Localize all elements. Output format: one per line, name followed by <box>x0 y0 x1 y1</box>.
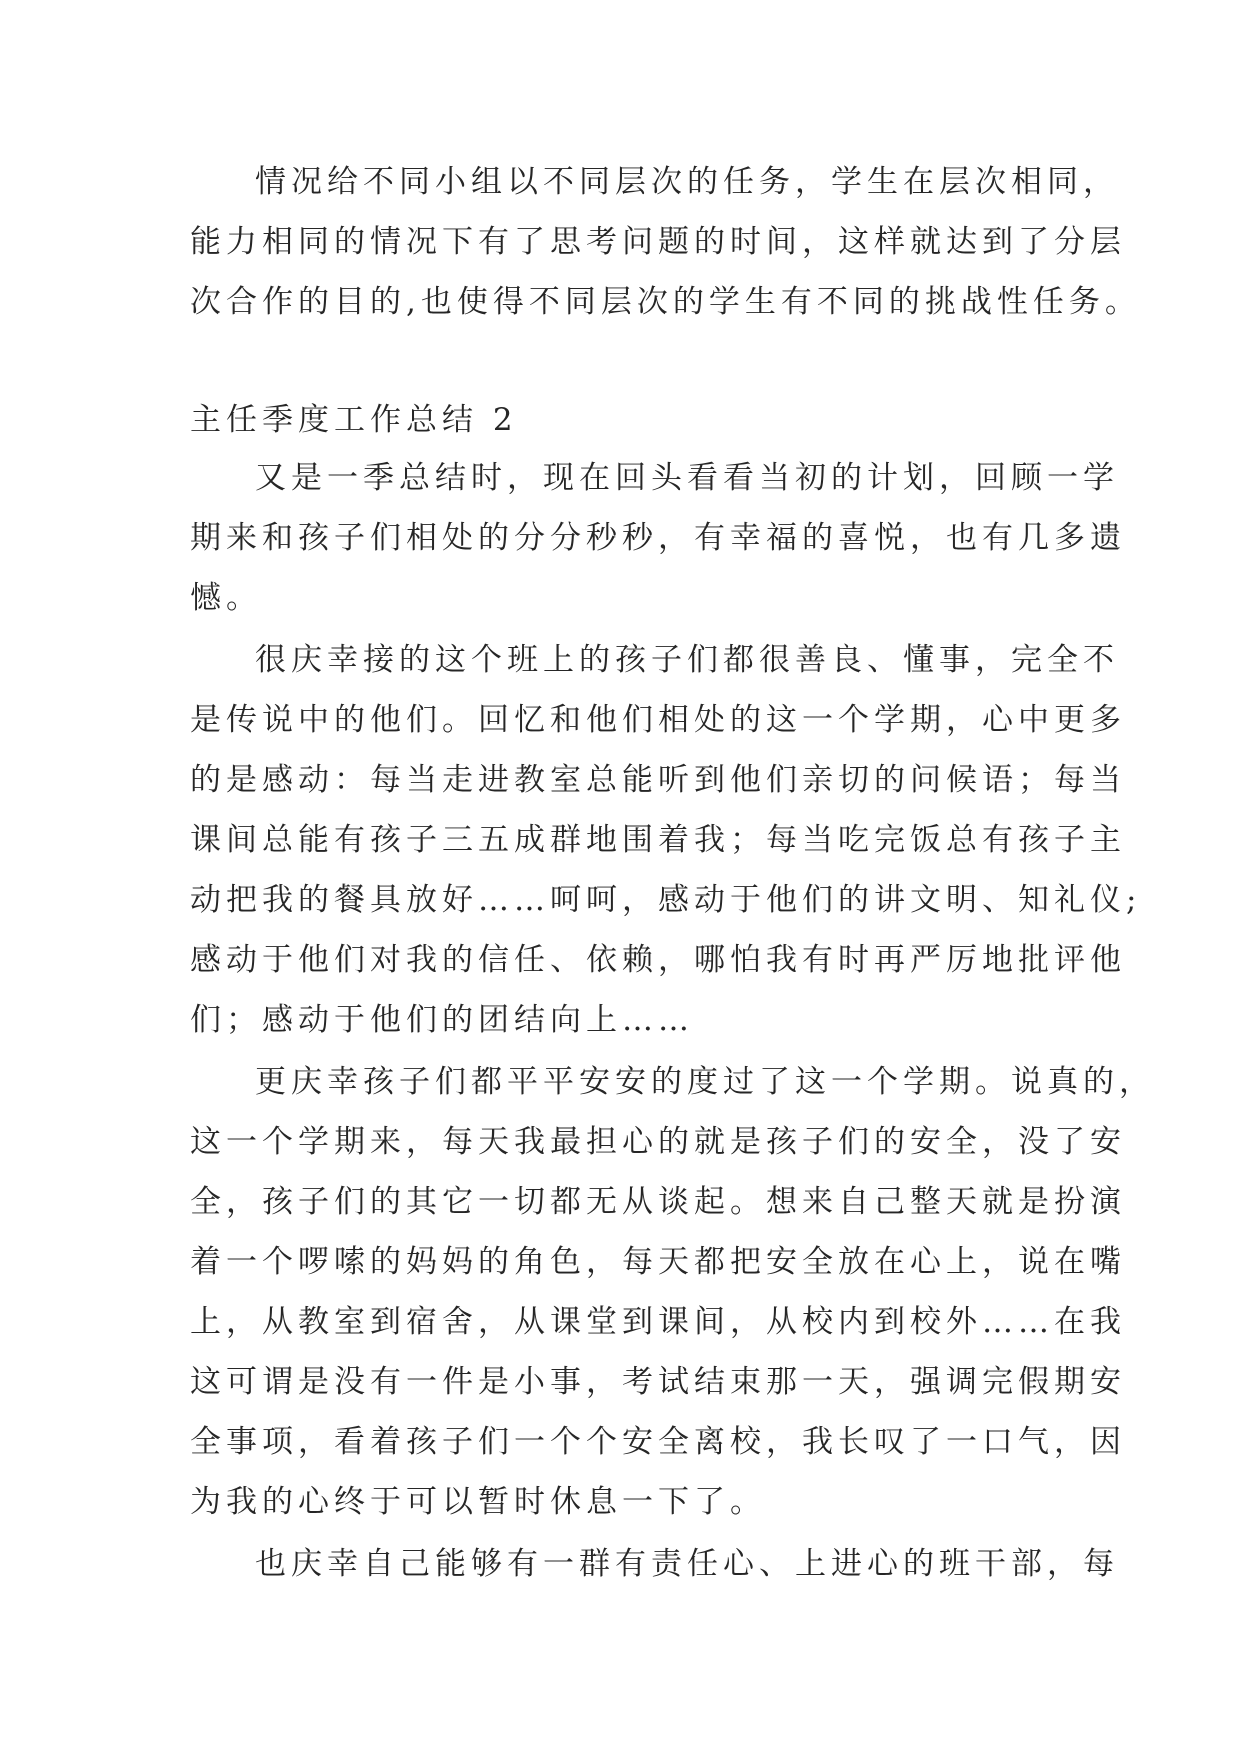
paragraph-line: 的是感动：每当走进教室总能听到他们亲切的问候语；每当 <box>190 762 1126 798</box>
paragraph-line: 着一个啰嗦的妈妈的角色，每天都把安全放在心上，说在嘴 <box>190 1244 1126 1280</box>
paragraph-line: 们；感动于他们的团结向上…… <box>190 1002 694 1038</box>
paragraph-line: 这可谓是没有一件是小事，考试结束那一天，强调完假期安 <box>190 1364 1126 1400</box>
paragraph-line: 全，孩子们的其它一切都无从谈起。想来自己整天就是扮演 <box>190 1184 1126 1220</box>
paragraph-line: 能力相同的情况下有了思考问题的时间，这样就达到了分层 <box>190 224 1126 260</box>
paragraph-line: 是传说中的他们。回忆和他们相处的这一个学期，心中更多 <box>190 702 1126 738</box>
paragraph-line: 全事项，看着孩子们一个个安全离校，我长叹了一口气，因 <box>190 1424 1126 1460</box>
paragraph-line: 动把我的餐具放好……呵呵，感动于他们的讲文明、知礼仪; <box>190 882 1142 918</box>
paragraph-line: 很庆幸接的这个班上的孩子们都很善良、懂事，完全不 <box>255 642 1119 678</box>
paragraph-line: 次合作的目的,也使得不同层次的学生有不同的挑战性任务。 <box>190 284 1141 320</box>
paragraph-line: 上，从教室到宿舍，从课堂到课间，从校内到校外……在我 <box>190 1304 1126 1340</box>
paragraph-line: 课间总能有孩子三五成群地围着我；每当吃完饭总有孩子主 <box>190 822 1126 858</box>
paragraph-line: 感动于他们对我的信任、依赖，哪怕我有时再严厉地批评他 <box>190 942 1126 978</box>
paragraph-line: 更庆幸孩子们都平平安安的度过了这一个学期。说真的， <box>255 1064 1155 1100</box>
section-heading: 主任季度工作总结 2 <box>190 402 518 438</box>
paragraph-line: 这一个学期来，每天我最担心的就是孩子们的安全，没了安 <box>190 1124 1126 1160</box>
paragraph-line: 又是一季总结时，现在回头看看当初的计划，回顾一学 <box>255 460 1119 496</box>
paragraph-line: 为我的心终于可以暂时休息一下了。 <box>190 1484 766 1520</box>
paragraph-line: 情况给不同小组以不同层次的任务，学生在层次相同， <box>255 164 1119 200</box>
paragraph-line: 期来和孩子们相处的分分秒秒，有幸福的喜悦，也有几多遗 <box>190 520 1126 556</box>
paragraph-line: 憾。 <box>190 580 262 616</box>
paragraph-line: 也庆幸自己能够有一群有责任心、上进心的班干部，每 <box>255 1546 1119 1582</box>
